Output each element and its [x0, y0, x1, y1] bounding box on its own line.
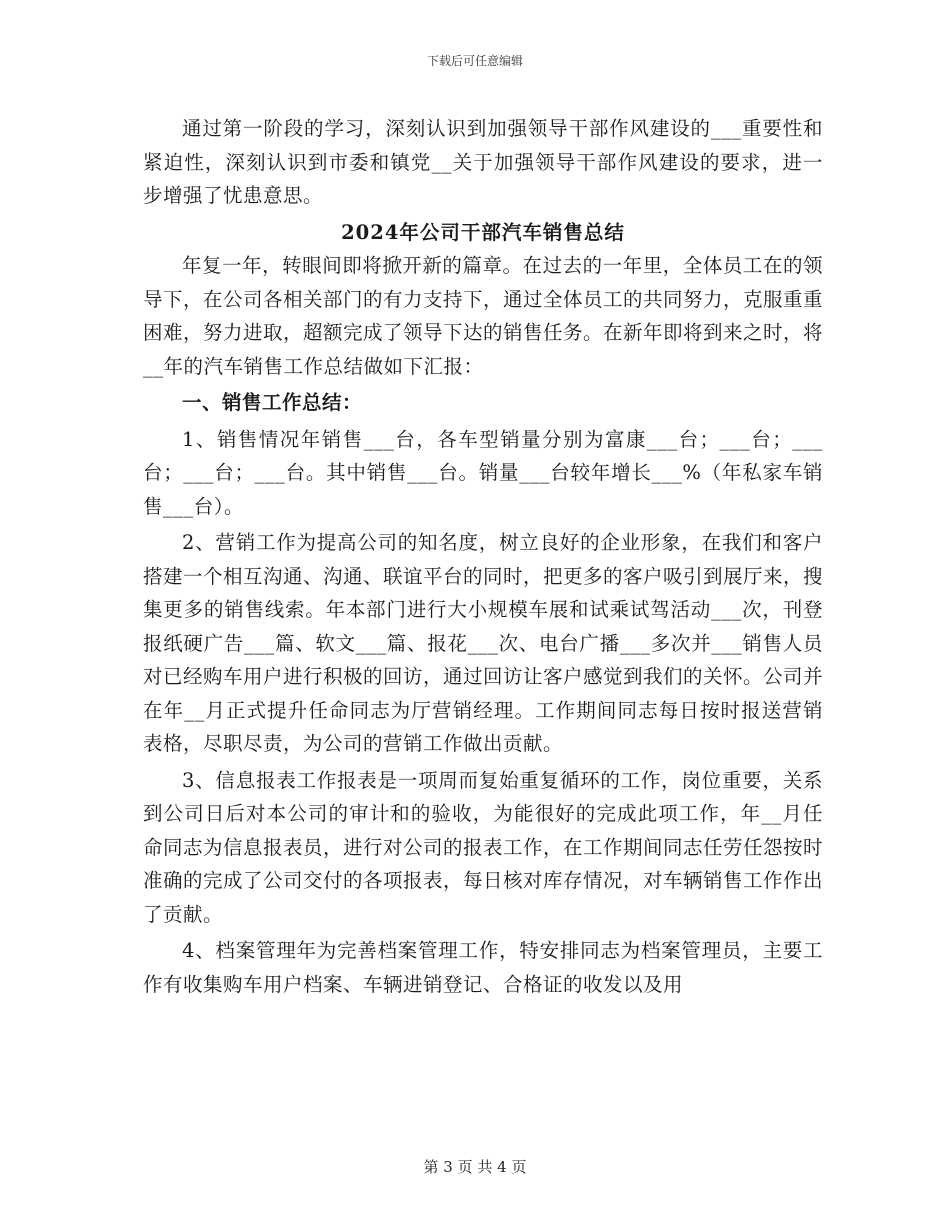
- item-paragraph-1: 1、销售情况年销售___台，各车型销量分别为富康___台；___台；___台；___台；___台。其中销售___台。销量___台较年增长___%（年私家车销售___台）。: [143, 427, 823, 518]
- opening-paragraph: 年复一年，转眼间即将掀开新的篇章。在过去的一年里，全体员工在的领导下，在公司各相关部门的有力支持下，通过全体员工的共同努力，克服重重困难，努力进取，超额完成了领导下达的销售任务。在新年即将到来之时，将__年的汽车销售工作总结做如下汇报：: [143, 254, 824, 378]
- item-paragraph-2: 2、营销工作为提高公司的知名度，树立良好的企业形象，在我们和客户搭建一个相互沟通、沟通、联谊平台的同时，把更多的客户吸引到展厅来，搜集更多的销售线索。年本部门进行大小规模车展和试乘试驾活动___次，刊登报纸硬广告___篇、软文___篇、报花___次、电台广播___多次并___销售人员对已经购车用户进行积极的回访，通过回访让客户感觉到我们的关怀。公司并在年__月正式提升任命同志为厅营销经理。工作期间同志每日按时报送营销表格，尽职尽责，为公司的营销工作做出贡献。: [143, 531, 824, 755]
- document-title: 2024年公司干部汽车销售总结: [341, 220, 625, 244]
- page-number: 第 3 页 共 4 页: [423, 1158, 527, 1176]
- section-heading: 一、销售工作总结：: [182, 391, 363, 414]
- intro-paragraph: 通过第一阶段的学习，深刻认识到加强领导干部作风建设的___重要性和紧迫性，深刻认识到市委和镇党__关于加强领导干部作风建设的要求，进一步增强了忧患意思。: [143, 117, 823, 207]
- item-paragraph-4: 4、档案管理年为完善档案管理工作，特安排同志为档案管理员，主要工作有收集购车用户档案、车辆进销登记、合格证的收发以及用: [143, 939, 823, 996]
- page-header-note: 下载后可任意编辑: [426, 54, 523, 68]
- document-body: [143, 112, 823, 1001]
- item-paragraph-3: 3、信息报表工作报表是一项周而复始重复循环的工作，岗位重要，关系到公司日后对本公司的审计和的验收，为能很好的完成此项工作，年__月任命同志为信息报表员，进行对公司的报表工作，在工作期间同志任劳任怨按时准确的完成了公司交付的各项报表，每日核对库存情况，对车辆销售工作作出了贡献。: [143, 768, 824, 926]
